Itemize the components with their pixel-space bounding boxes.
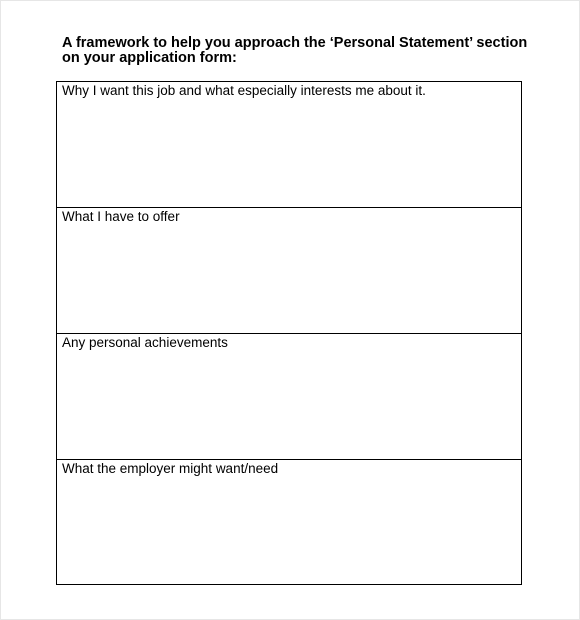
table-row-employer-needs[interactable] [57,460,521,584]
heading-line-1: A framework to help you approach the ‘Personal Statement’ section [62,35,528,51]
table-row-why-this-job[interactable] [57,82,521,208]
row-label: Why I want this job and what especially interests me about it. [62,83,426,98]
statement-framework-table [56,81,522,585]
row-label: Any personal achievements [62,335,228,350]
row-label: What I have to offer [62,209,180,224]
row-label: What the employer might want/need [62,461,279,476]
table-row-personal-achievements[interactable] [57,334,521,460]
document-heading [62,36,532,66]
table-row-what-i-offer[interactable] [57,208,521,334]
heading-line-2: on your application form: [62,50,237,66]
